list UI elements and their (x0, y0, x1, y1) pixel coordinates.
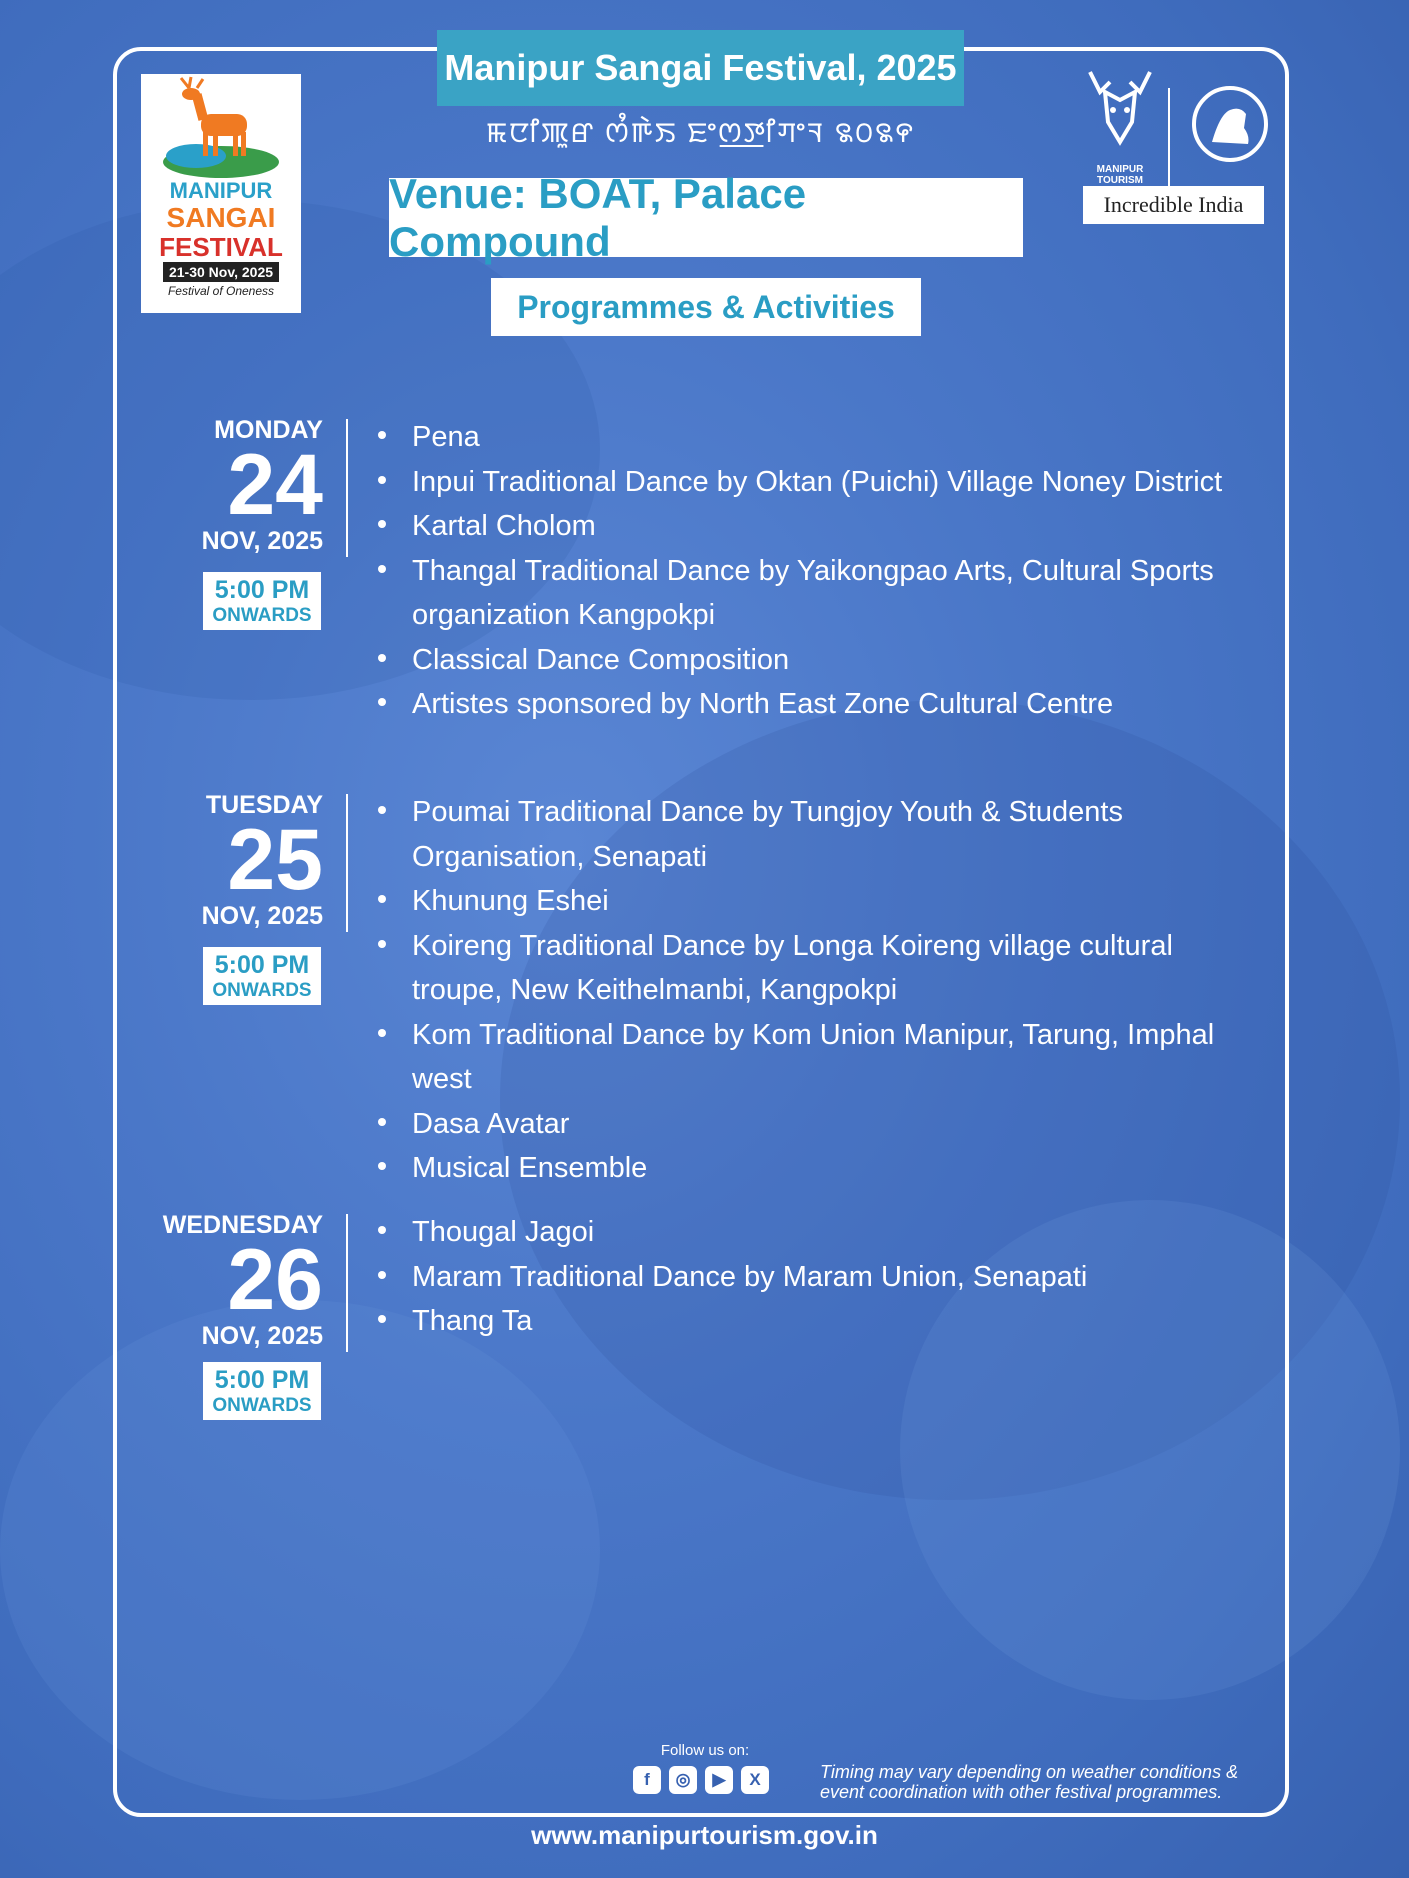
time-text: 5:00 PM (214, 1366, 310, 1394)
time-box (203, 572, 321, 630)
incredible-india-logo: Incredible India (1083, 186, 1264, 224)
date-number: 25 (227, 812, 323, 908)
list-item: Khunung Eshei (376, 879, 1236, 924)
logo-text-festival: FESTIVAL (159, 232, 283, 262)
list-item: Poumai Traditional Dance by Tungjoy Youth & Students Organisation, Senapati (376, 790, 1236, 879)
youtube-icon[interactable]: ▶ (705, 1766, 733, 1794)
list-item: Thang Ta (376, 1299, 1236, 1344)
day-name: WEDNESDAY (162, 1211, 323, 1239)
list-item: Koireng Traditional Dance by Longa Koireng village cultural troupe, New Keithelmanbi, Kangpokpi (376, 924, 1236, 1013)
timing-disclaimer: Timing may vary depending on weather conditions & event coordination with other festival programmes. (820, 1762, 1239, 1802)
programmes-heading: Programmes & Activities (491, 278, 921, 336)
list-item: Classical Dance Composition (376, 638, 1236, 683)
social-links (633, 1766, 769, 1794)
date-column (160, 1210, 323, 1352)
venue-box: Venue: BOAT, Palace Compound (389, 178, 1023, 257)
list-item: Thougal Jagoi (376, 1210, 1236, 1255)
follow-us-label: Follow us on: (660, 1742, 750, 1759)
list-item: Kom Traditional Dance by Kom Union Manipur, Tarung, Imphal west (376, 1013, 1236, 1102)
date-number: 24 (227, 437, 323, 533)
logo-text-sangai: SANGAI (166, 202, 276, 233)
programme-list (376, 1210, 1236, 1344)
month-year: NOV, 2025 (201, 527, 323, 555)
logo-divider (1168, 88, 1170, 196)
programme-list (376, 790, 1236, 1191)
logo-dates: 21-30 Nov, 2025 (163, 262, 279, 282)
list-item: Artistes sponsored by North East Zone Cultural Centre (376, 682, 1236, 727)
manipur-tourism-deer-icon (1070, 62, 1170, 166)
list-item: Inpui Traditional Dance by Oktan (Puichi) Village Noney District (376, 460, 1236, 505)
website-link[interactable]: www.manipurtourism.gov.in (531, 1820, 878, 1850)
time-text: 5:00 PM (214, 576, 310, 604)
festival-title-banner: Manipur Sangai Festival, 2025 (437, 30, 964, 106)
day-name: TUESDAY (205, 791, 323, 819)
time-text: 5:00 PM (214, 951, 310, 979)
list-item: Thangal Traditional Dance by Yaikongpao Arts, Cultural Sports organization Kangpokpi (376, 549, 1236, 638)
logo-tagline: Festival of Oneness (167, 284, 275, 298)
date-column (160, 415, 323, 557)
kangla-sha-emblem-icon (1190, 84, 1270, 180)
day-name: MONDAY (214, 416, 323, 444)
time-box (203, 947, 321, 1005)
facebook-icon[interactable]: f (633, 1766, 661, 1794)
month-year: NOV, 2025 (201, 1322, 323, 1350)
month-year: NOV, 2025 (201, 902, 323, 930)
date-divider (346, 794, 348, 932)
onwards-text: ONWARDS (212, 1395, 312, 1416)
list-item: Musical Ensemble (376, 1146, 1236, 1191)
manipur-tourism-text: MANIPUR TOURISM (1096, 164, 1144, 186)
onwards-text: ONWARDS (212, 605, 312, 626)
date-number: 26 (227, 1232, 323, 1328)
sangai-festival-logo (141, 74, 301, 313)
meitei-script-title: ꯃꯅꯤꯄꯨꯔ ꯁꯪꯒꯥꯏ ꯐꯦꯁ꯭ꯇꯤꯚꯦꯜ ꯲꯰꯲꯵ (485, 117, 916, 148)
date-divider (346, 1214, 348, 1352)
list-item: Kartal Cholom (376, 504, 1236, 549)
instagram-icon[interactable]: ◎ (669, 1766, 697, 1794)
sangai-deer-icon (141, 74, 301, 178)
x-twitter-icon[interactable]: X (741, 1766, 769, 1794)
onwards-text: ONWARDS (212, 980, 312, 1001)
list-item: Dasa Avatar (376, 1102, 1236, 1147)
time-box (203, 1362, 321, 1420)
date-divider (346, 419, 348, 557)
date-column (160, 790, 323, 932)
logo-text-manipur: MANIPUR (169, 178, 273, 203)
programme-list (376, 415, 1236, 727)
list-item: Maram Traditional Dance by Maram Union, Senapati (376, 1255, 1236, 1300)
list-item: Pena (376, 415, 1236, 460)
